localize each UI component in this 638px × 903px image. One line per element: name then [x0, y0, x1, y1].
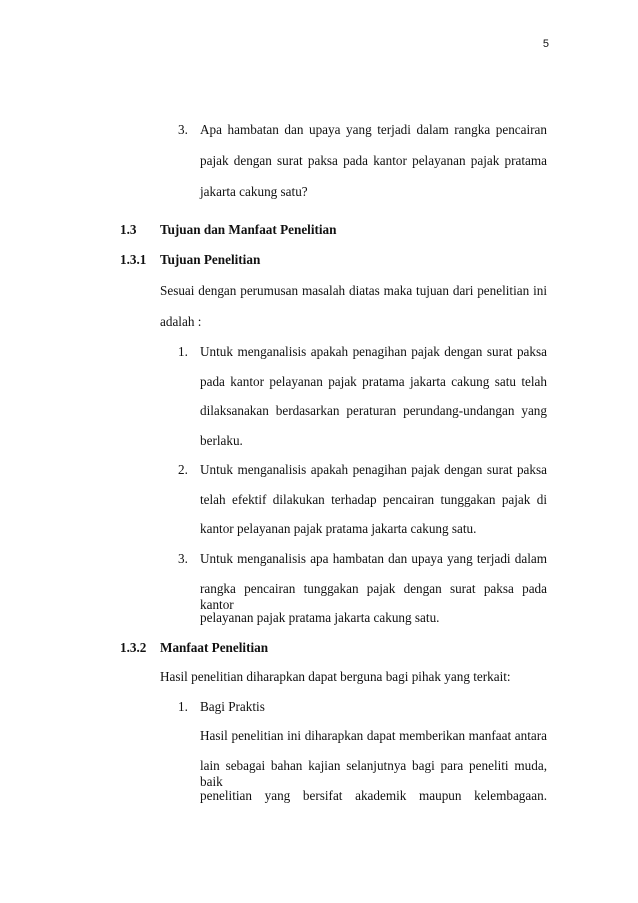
list-text-line: Untuk menganalisis apa hambatan dan upaya yang terjadi dalam [200, 551, 547, 566]
list-text-line: pelayanan pajak pratama jakarta cakung satu. [200, 610, 440, 625]
section-number: 1.3 [120, 222, 137, 237]
section-title: Tujuan dan Manfaat Penelitian [160, 222, 337, 237]
section-title: Manfaat Penelitian [160, 640, 269, 655]
list-text-line: jakarta cakung satu? [200, 184, 308, 199]
list-text-line: Hasil penelitian ini diharapkan dapat memberikan manfaat antara [200, 728, 547, 743]
list-text-line: pajak dengan surat paksa pada kantor pelayanan pajak pratama [200, 153, 547, 168]
list-text-line: lain sebagai bahan kajian selanjutnya bagi para peneliti muda, baik [200, 758, 547, 789]
paragraph-line: adalah : [160, 314, 202, 329]
list-text-line: dilaksanakan berdasarkan peraturan perundang-undangan yang [200, 403, 547, 418]
list-number: 3. [178, 551, 188, 566]
list-text-line: telah efektif dilakukan terhadap pencairan tunggakan pajak di [200, 492, 547, 507]
list-number: 1. [178, 344, 188, 359]
list-item-title: Bagi Praktis [200, 699, 265, 714]
list-text-line: penelitian yang bersifat akademik maupun kelembagaan. [200, 788, 547, 803]
section-number: 1.3.1 [120, 252, 147, 267]
list-text-line: Untuk menganalisis apakah penagihan pajak dengan surat paksa [200, 462, 547, 477]
manfaat-intro-paragraph: Hasil penelitian diharapkan dapat berguna bagi pihak yang terkait: [160, 669, 511, 684]
list-number: 1. [178, 699, 188, 714]
list-text-line: kantor pelayanan pajak pratama jakarta cakung satu. [200, 521, 477, 536]
list-text-line: Apa hambatan dan upaya yang terjadi dalam rangka pencairan [200, 122, 547, 137]
list-number: 3. [178, 122, 188, 137]
section-number: 1.3.2 [120, 640, 147, 655]
list-text-line: berlaku. [200, 433, 243, 448]
list-number: 2. [178, 462, 188, 477]
page-number: 5 [542, 38, 549, 50]
list-text-line: rangka pencairan tunggakan pajak dengan surat paksa pada kantor [200, 581, 547, 612]
paragraph-line: Sesuai dengan perumusan masalah diatas maka tujuan dari penelitian ini [160, 283, 547, 298]
list-text-line: Untuk menganalisis apakah penagihan pajak dengan surat paksa [200, 344, 547, 359]
list-text-line: pada kantor pelayanan pajak pratama jakarta cakung satu telah [200, 374, 547, 389]
section-title: Tujuan Penelitian [160, 252, 261, 267]
